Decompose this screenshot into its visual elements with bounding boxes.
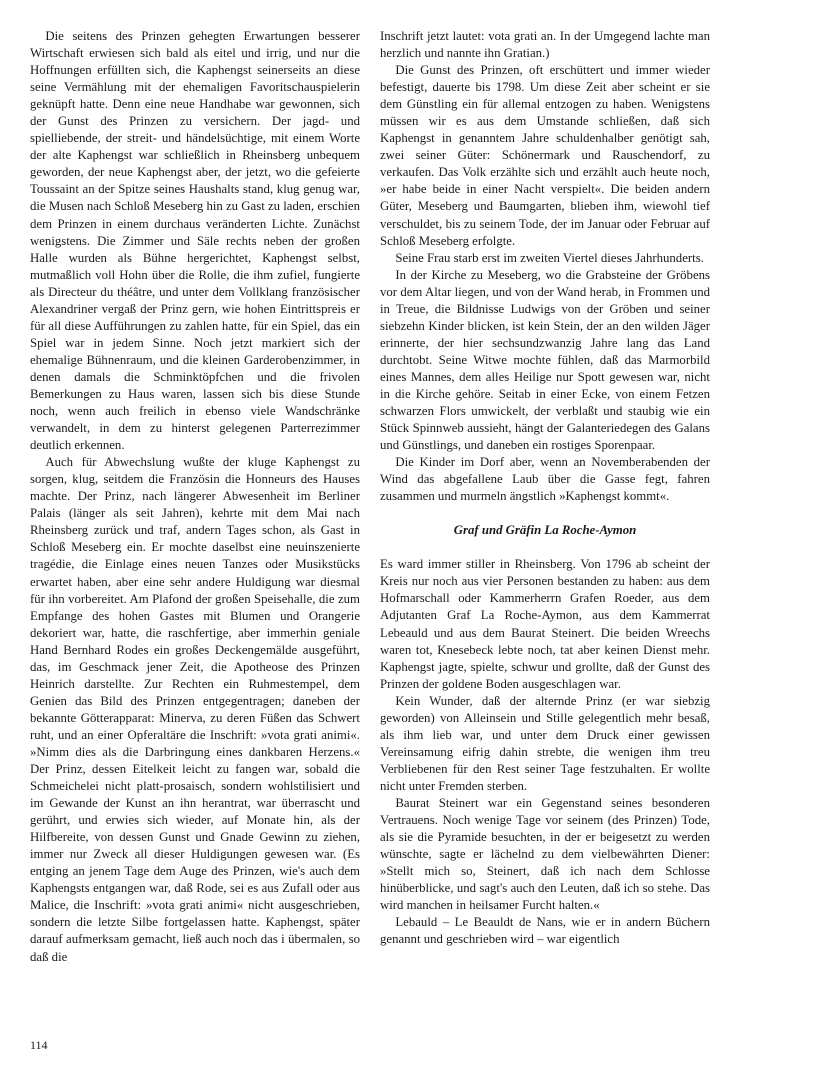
paragraph: Lebauld – Le Beauldt de Nans, wie er in andern Büchern genannt und geschrieben wird – war eigentlich <box>380 915 710 947</box>
paragraph: Baurat Steinert war ein Gegenstand seines besonderen Vertrauens. Noch wenige Tage vor seinem (des Prinzen) Tode, als sie die Pyramide besuchten, in der er beigesetzt zu werden wünschte, sagte er lächelnd zu dem vielbewährten Diener: »Stellt mich so, Steinert, daß ich nach dem Schlosse hinüberblicke, und sagt's auch den Leuten, daß ich so stehe. Das wird manchen in heilsamer Furcht halten.« <box>380 795 710 913</box>
paragraph: Es ward immer stiller in Rheinsberg. Von 1796 ab scheint der Kreis nur noch aus vier Personen bestanden zu haben: aus dem Hofmarschall oder Kammerherrn Grafen Roeder, aus dem Adjutanten Graf La Roche-Aymon, aus dem Kammerrat Lebeauld und aus dem Baurat Steinert. Die beiden Wreechs waren tot, Knesebeck lebte noch, tat aber keinen Dienst mehr. Kaphengst jagte, spielte, schwur und grollte, daß der Gunst des Prinzen der goldene Boden ausgeschlagen war. <box>380 557 710 691</box>
paragraph: In der Kirche zu Meseberg, wo die Grabsteine der Gröbens vor dem Altar liegen, und von der Wand herab, in Frommen und in Treue, die Bildnisse Ludwigs von der Gröben und seiner siebzehn Kinder blicken, ist kein Stein, der an den wilden Jäger erinnerte, der hier sechsundzwanzig Jahre lang das Land durchtobt. Seine Witwe mochte fühlen, daß das Marmorbild eines Mannes, dem alles Heilige nur Spott gewesen war, nicht in die Kirche gehöre. Seitab in einer Ecke, von einem Fetzen schwarzen Flors umwickelt, der verblaßt und staubig wie ein Stück Spinnweb aussieht, hängt der Galanteriedegen des Galans und Günstlings, und daneben ein rostiges Sporenpaar. <box>380 267 710 453</box>
paragraph: Die seitens des Prinzen gehegten Erwartungen besserer Wirtschaft erwiesen sich bald als eitel und irrig, und nur die Hoffnungen erfüllten sich, die Kaphengst seinerseits an diese seine Vermählung mit der ehemaligen Favoritschauspielerin geknüpft hatte. Denn eine neue Handhabe war gewonnen, sich der Gunst des Prinzen zu versichern. Der jagd- und spielliebende, der streit- und händelsüchtige, mit einem Worte der alte Kaphengst war schließlich in Rheinsberg unbequem geworden, der neue Kaphengst aber, der jetzt, wo die gefeierte Toussaint an der Spitze seines Haushalts stand, klug genug war, die Musen nach Schloß Meseberg hin zu Gast zu laden, erschien dem Prinzen in einem durchaus veränderten Lichte. Zunächst wenigstens. Die Zimmer und Säle rechts neben der großen Halle wurden als Bühne hergerichtet, Kaphengst selbst, mutmaßlich voll Hohn über die Rolle, die ihm zufiel, fungierte als Directeur du théâtre, und unter dem Vollklang französischer Alexandriner vergaß der Prinz gern, wie hohen Eintrittspreis er für all diese Aufführungen zu zahlen hatte, für ein Spiel, das ein Spiel war in jedem Sinne. Noch jetzt markiert sich der ehemalige Bühnenraum, und die kleinen Garderobenzimmer, in denen damals die Schminktöpfchen und die frivolen Bemerkungen zu Haus waren, lassen sich bis diese Stunde noch, wenn auch freilich in ebenso viele Wandschränke verwandelt, in dem zu hinterst gelegenen Parterrezimmer deutlich erkennen. <box>30 29 360 453</box>
paragraph: Auch für Abwechslung wußte der kluge Kaphengst zu sorgen, klug, seitdem die Französin die Honneurs des Hauses machte. Der Prinz, nach längerer Abwesenheit im Berliner Palais (länger als seit Jahren), kehrte mit dem Mai nach Rheinsberg zurück und traf, andern Tages schon, als Gast in Schloß Meseberg ein. Er mochte daselbst eine neuinszenierte tragédie, die Einlage eines neuen Tanzes oder Musikstücks erwartet haben, aber eine sehr andere Huldigung war diesmal für ihn vorbereitet. Am Plafond der großen Speisehalle, die zum Empfange des hohen Gastes mit Blumen und Orangerie dekoriert war, hatte, die raschfertige, aber immerhin geniale Hand Bernhard Rodes ein großes Deckengemälde ausgeführt, das, im Geschmack jener Zeit, die Apotheose des Prinzen Heinrich darstellte. Zur Rechten ein Ruhmestempel, dem Genien das Bild des Prinzen entgegentragen; daneben der bekannte Götterapparat: Minerva, zu deren Füßen das Schwert ruht, und an einer Opferaltäre die Inschrift: »vota grati animi«. »Nimm dies als die Darbringung eines dankbaren Herzens.« Der Prinz, dessen Eitelkeit leicht zu fangen war, sobald die Schmeichelei nicht platt-prosaisch, sondern wohlstilisiert und im Gewande der Kunst an ihn herantrat, war überrascht und gerührt, und erwies sich wieder, auf Monate hin, als der Hilfbereite, von dessen Gunst und Gnade Gewinn zu ziehen, immer nur Zweck all dieser Huldigungen gewesen war. (Es entging an jenem Tage dem Auge des Prinzen, wie's auch dem Kaphengsts entgangen war, daß Rode, sei es aus Zufall oder aus Malice, die Inschrift: »vota grati animi« nicht ausgeschrieben, sondern die letzte Silbe fortgelassen hatte. Kaphengst, später darauf aufmerksam gemacht, ließ auch noch das i übermalen, so daß die <box>30 455 360 964</box>
paragraph: Inschrift jetzt lautet: vota grati an. In der Umgegend lachte man herzlich und nannte ihn Gratian.) <box>380 29 710 61</box>
paragraph: Kein Wunder, daß der alternde Prinz (er war siebzig geworden) von Alleinsein und Stille gelegentlich mehr besaß, als ihm lieb war, und unter dem Druck einer gewissen Vereinsamung eifrig dahin strebte, die wenigen ihm treu Verbliebenen für den Rest seiner Tage festzuhalten. Er wollte nicht unter Fremden sterben. <box>380 693 710 793</box>
paragraph: Seine Frau starb erst im zweiten Viertel dieses Jahrhunderts. <box>395 250 704 265</box>
page-number: 114 <box>30 1038 48 1052</box>
right-column <box>380 28 710 948</box>
left-column <box>30 28 360 966</box>
paragraph: Die Kinder im Dorf aber, wenn an Novemberabenden der Wind das abgefallene Laub über die Gasse fegt, fahren zusammen und murmeln ängstlich »Kaphengst kommt«. <box>380 455 710 504</box>
paragraph: Die Gunst des Prinzen, oft erschüttert und immer wieder befestigt, dauerte bis 1798. Um diese Zeit aber scheint er sie dem Günstling ein für allemal entzogen zu haben. Wenigstens müssen wir es aus dem Umstande schließen, daß sich Kaphengst in genanntem Jahre schuldenhalber genötigt sah, zwei seiner Güter: Schönermark und Rauschendorf, zu verkaufen. Das Volk erzählte sich und erzählt auch heute noch, »er habe beide in einer Nacht verspielt«. Die beiden andern Güter, Meseberg und Baumgarten, blieben ihm, wiewohl tief verschuldet, bis zu seinem Tode, der im Januar oder Februar auf Schloß Meseberg erfolgte. <box>380 63 710 248</box>
section-heading: Graf und Gräfin La Roche-Aymon <box>453 523 637 538</box>
